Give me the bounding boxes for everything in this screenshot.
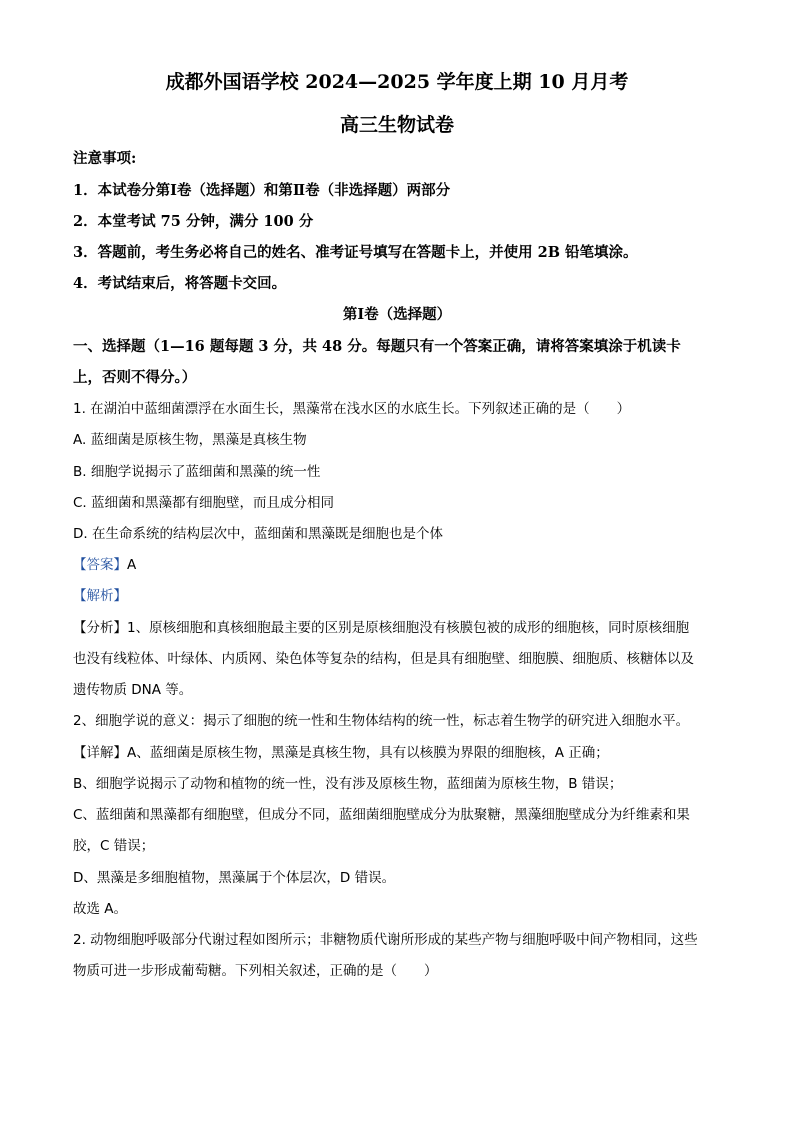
xiangjie-line-5: D、黑藻是多细胞植物，黑藻属于个体层次，D 错误。 bbox=[73, 870, 396, 886]
question-1-option-d: D. 在生命系统的结构层次中，蓝细菌和黑藻既是细胞也是个体 bbox=[73, 526, 443, 542]
notes-item-1: 1．本试卷分第Ⅰ卷（选择题）和第Ⅱ卷（非选择题）两部分 bbox=[73, 182, 451, 199]
fenxi-tag: 【分析】 bbox=[73, 620, 127, 636]
xiangjie-line-4: 胶，C 错误； bbox=[73, 838, 155, 854]
xiangjie-line-2: B、细胞学说揭示了动物和植物的统一性，没有涉及原核生物，蓝细菌为原核生物，B 错误； bbox=[73, 776, 623, 792]
analysis-tag: 【解析】 bbox=[73, 588, 127, 604]
notes-item-3: 3．答题前，考生务必将自己的姓名、准考证号填写在答题卡上，并使用 2B 铅笔填涂。 bbox=[73, 244, 638, 261]
xiangjie-tag: 【详解】 bbox=[73, 745, 127, 761]
notes-item-2: 2．本堂考试 75 分钟，满分 100 分 bbox=[73, 213, 314, 230]
question-1-option-a: A. 蓝细菌是原核生物，黑藻是真核生物 bbox=[73, 432, 307, 448]
answer-value: A bbox=[127, 557, 137, 573]
notes-heading: 注意事项: bbox=[73, 150, 137, 167]
notes-item-4: 4．考试结束后，将答题卡交回。 bbox=[73, 275, 287, 292]
question-1-option-c: C. 蓝细菌和黑藻都有细胞壁，而且成分相同 bbox=[73, 495, 335, 511]
question-1-stem: 1. 在湖泊中蓝细菌漂浮在水面生长，黑藻常在浅水区的水底生长。下列叙述正确的是（ ） bbox=[73, 401, 631, 417]
question-2-stem-line-1: 2. 动物细胞呼吸部分代谢过程如图所示；非糖物质代谢所形成的某些产物与细胞呼吸中间产物相同，这些 bbox=[73, 932, 698, 948]
section-instruction-line-1: 一、选择题（1—16 题每题 3 分，共 48 分。每题只有一个答案正确，请将答案填涂于机读卡 bbox=[73, 338, 681, 355]
xiangjie-text-1: A、蓝细菌是原核生物，黑藻是真核生物，具有以核膜为界限的细胞核，A 正确； bbox=[127, 745, 609, 761]
exam-title: 成都外国语学校 2024—2025 学年度上期 10 月月考 bbox=[165, 71, 629, 93]
xiangjie-line-3: C、蓝细菌和黑藻都有细胞壁，但成分不同，蓝细菌细胞壁成分为肽聚糖，黑藻细胞壁成分为纤维素和果 bbox=[73, 807, 690, 823]
question-1-option-b: B. 细胞学说揭示了蓝细菌和黑藻的统一性 bbox=[73, 464, 321, 480]
exam-subtitle: 高三生物试卷 bbox=[339, 114, 454, 136]
section-title: 第Ⅰ卷（选择题） bbox=[342, 306, 452, 323]
question-2-stem-line-2: 物质可进一步形成葡萄糖。下列相关叙述，正确的是（ ） bbox=[73, 963, 438, 979]
fenxi-line-4: 2、细胞学说的意义：揭示了细胞的统一性和生物体结构的统一性，标志着生物学的研究进入细胞水平。 bbox=[73, 713, 690, 729]
fenxi-line-1 bbox=[73, 618, 689, 638]
fenxi-line-2: 也没有线粒体、叶绿体、内质网、染色体等复杂的结构，但是具有细胞壁、细胞膜、细胞质、核糖体以及 bbox=[73, 651, 694, 667]
question-1-answer bbox=[73, 555, 136, 575]
question-1-conclusion: 故选 A。 bbox=[73, 901, 128, 917]
section-instruction-line-2: 上，否则不得分。） bbox=[73, 369, 197, 386]
answer-tag: 【答案】 bbox=[73, 557, 127, 573]
fenxi-text-1: 1、原核细胞和真核细胞最主要的区别是原核细胞没有核膜包被的成形的细胞核，同时原核细胞 bbox=[127, 620, 690, 636]
xiangjie-line-1 bbox=[73, 743, 609, 763]
fenxi-line-3: 遗传物质 DNA 等。 bbox=[73, 682, 193, 698]
